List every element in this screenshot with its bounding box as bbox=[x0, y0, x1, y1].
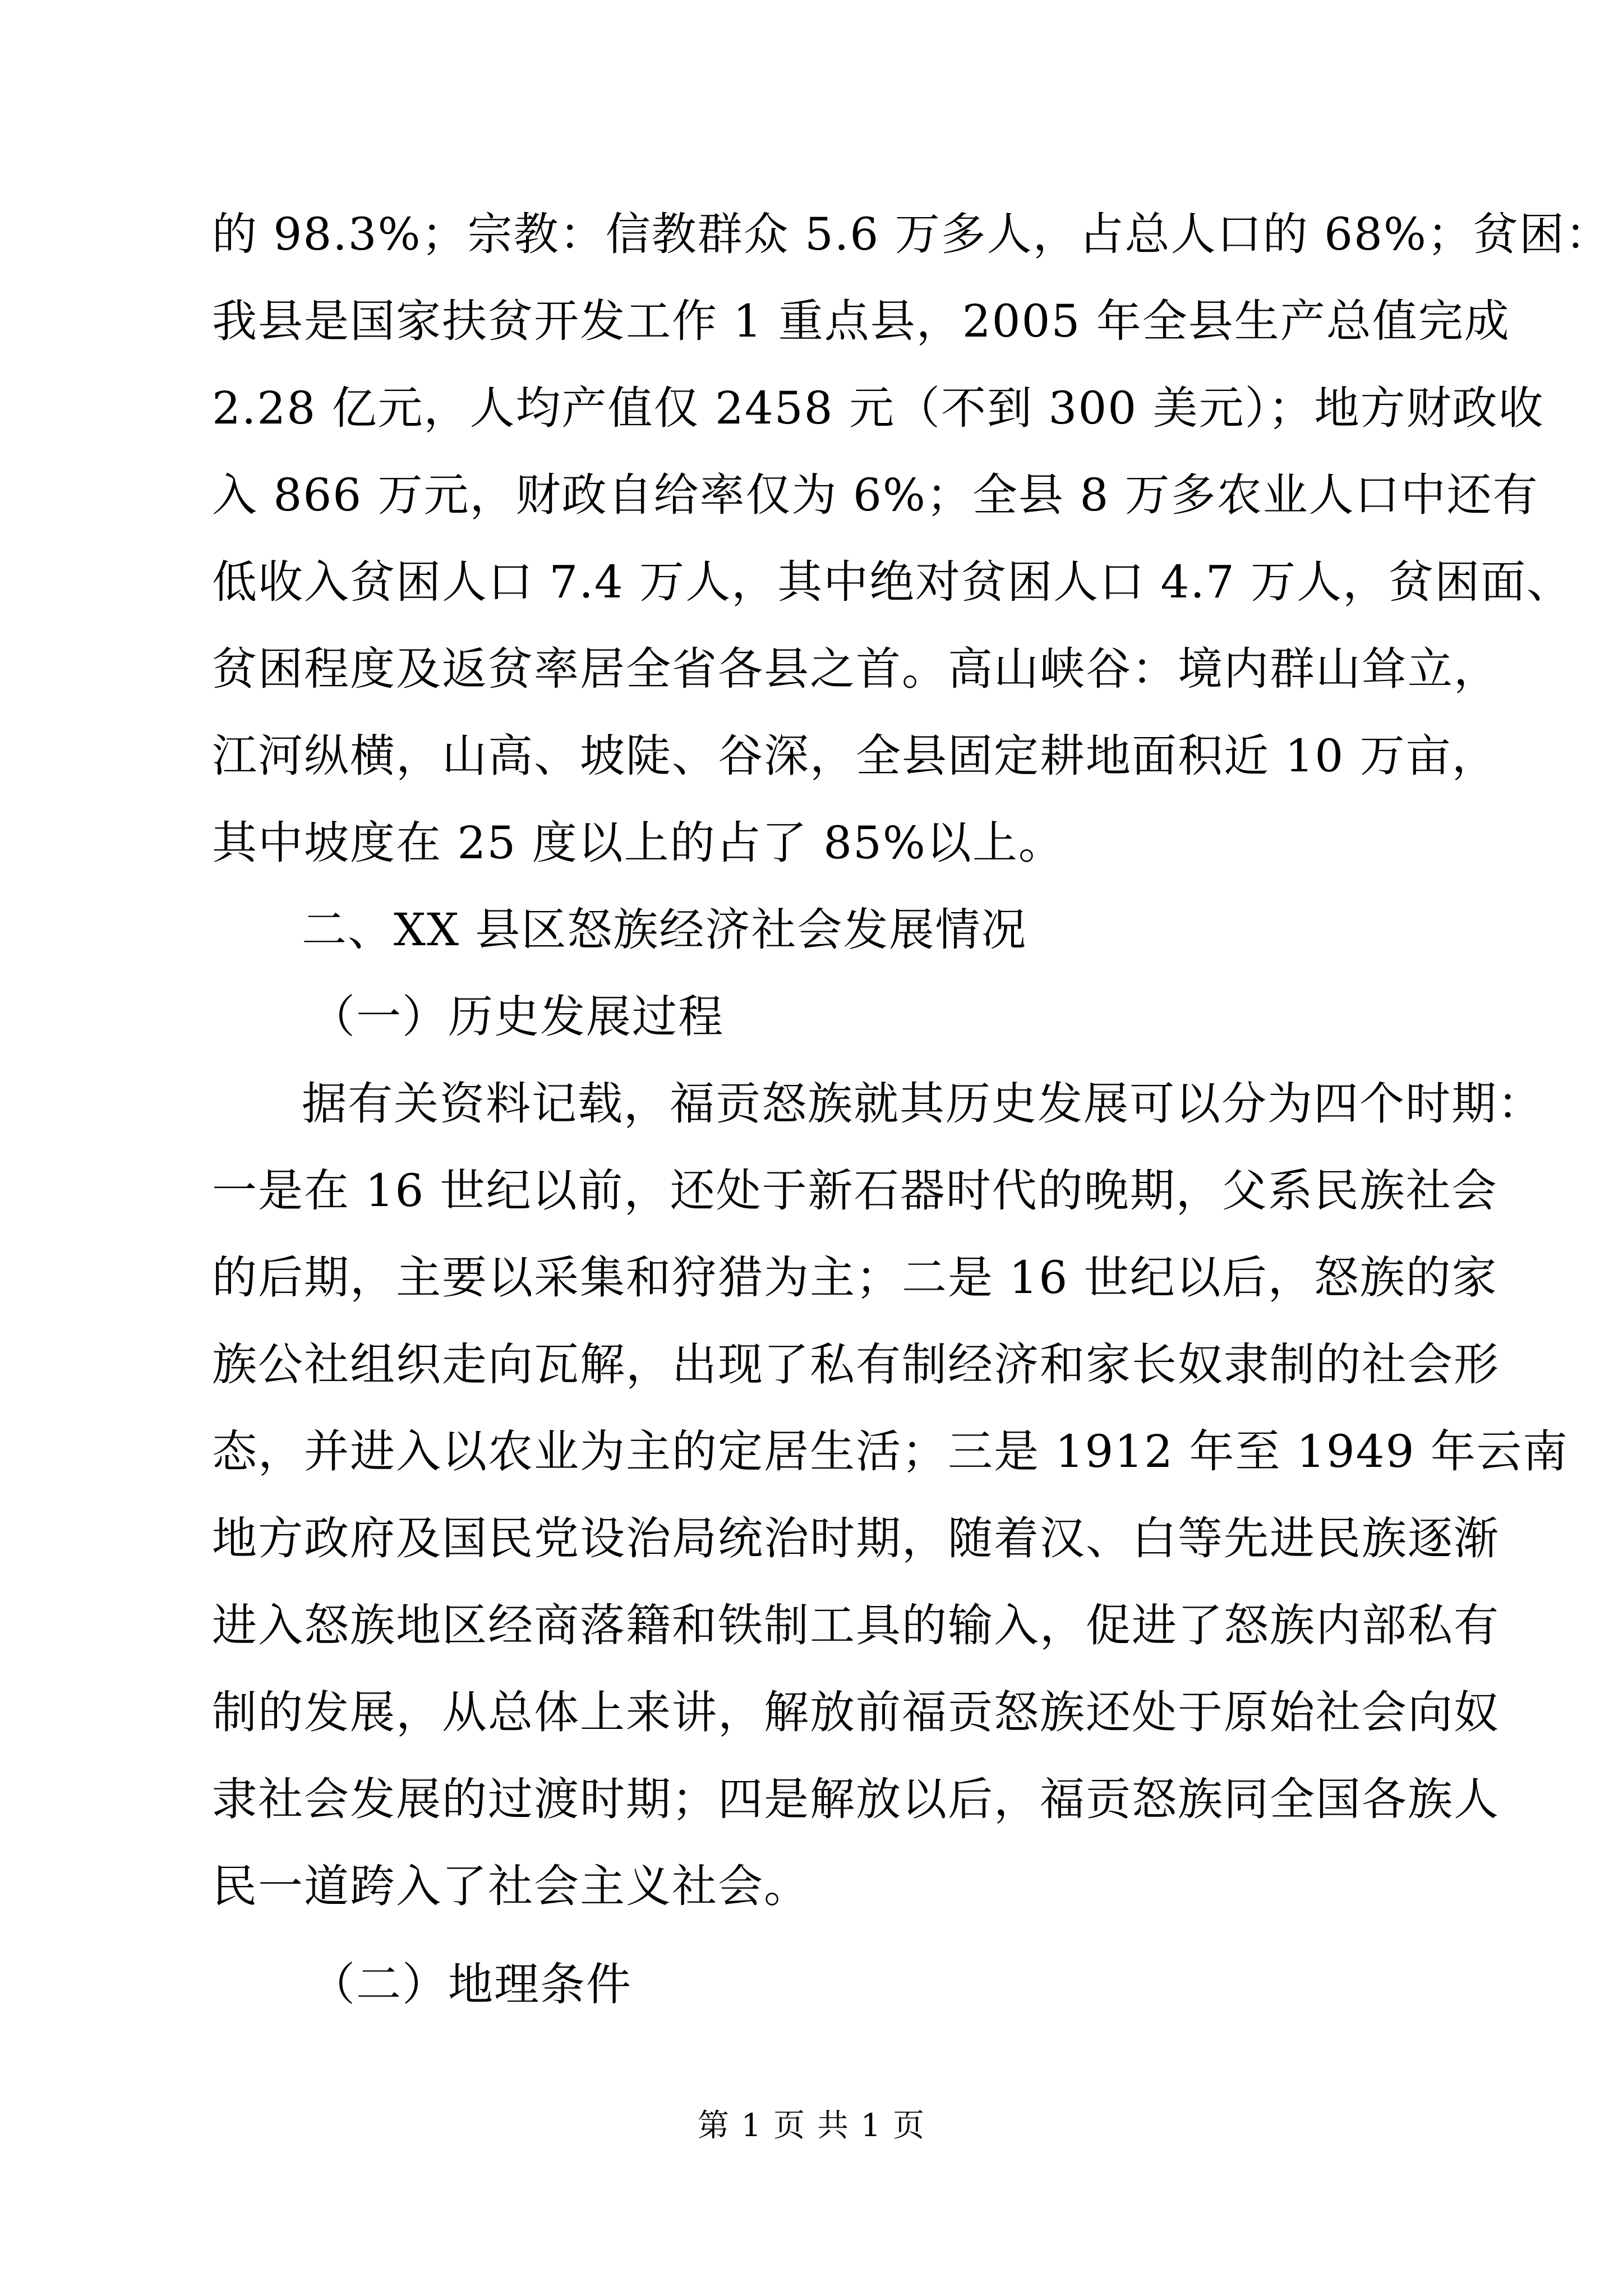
paragraph-line: 的 98.3%；宗教：信教群众 5.6 万多人，占总人口的 68%；贫困： bbox=[212, 208, 1611, 260]
paragraph-line: 低收入贫困人口 7.4 万人，其中绝对贫困人口 4.7 万人，贫困面、 bbox=[212, 556, 1573, 608]
paragraph-line: 的后期，主要以采集和狩猎为主；二是 16 世纪以后，怒族的家 bbox=[212, 1251, 1498, 1304]
paragraph-line: 其中坡度在 25 度以上的占了 85%以上。 bbox=[212, 817, 1064, 869]
paragraph-line: 地方政府及国民党设治局统治时期，随着汉、白等先进民族逐渐 bbox=[212, 1512, 1500, 1565]
paragraph-line: 一是在 16 世纪以前，还处于新石器时代的晚期，父系民族社会 bbox=[212, 1165, 1498, 1217]
paragraph-line: 2.28 亿元，人均产值仅 2458 元（不到 300 美元）；地方财政收 bbox=[212, 382, 1544, 434]
paragraph-line: 进入怒族地区经商落籍和铁制工具的输入，促进了怒族内部私有 bbox=[212, 1599, 1500, 1651]
paragraph-line: 据有关资料记载，福贡怒族就其历史发展可以分为四个时期： bbox=[302, 1078, 1543, 1130]
subsection-heading: （一）历史发展过程 bbox=[310, 991, 724, 1043]
paragraph-line: 隶社会发展的过渡时期；四是解放以后，福贡怒族同全国各族人 bbox=[212, 1773, 1500, 1825]
subsection-heading: （二）地理条件 bbox=[310, 1958, 632, 2010]
paragraph-line: 入 866 万元，财政自给率仅为 6%；全县 8 万多农业人口中还有 bbox=[212, 469, 1539, 521]
paragraph-line: 态，并进入以农业为主的定居生活；三是 1912 年至 1949 年云南 bbox=[212, 1425, 1569, 1478]
paragraph-line: 我县是国家扶贫开发工作 1 重点县，2005 年全县生产总值完成 bbox=[212, 295, 1510, 347]
paragraph-line: 江河纵横，山高、坡陡、谷深，全县固定耕地面积近 10 万亩， bbox=[212, 730, 1498, 782]
paragraph-line: 族公社组织走向瓦解，出现了私有制经济和家长奴隶制的社会形 bbox=[212, 1338, 1500, 1391]
paragraph-line: 民一道跨入了社会主义社会。 bbox=[212, 1860, 810, 1912]
paragraph-line: 制的发展，从总体上来讲，解放前福贡怒族还处于原始社会向奴 bbox=[212, 1686, 1500, 1738]
document-body bbox=[212, 191, 1611, 2028]
section-heading: 二、XX 县区怒族经济社会发展情况 bbox=[302, 904, 1027, 956]
page-footer: 第 1 页 共 1 页 bbox=[697, 2108, 926, 2144]
paragraph-line: 贫困程度及返贫率居全省各县之首。高山峡谷：境内群山耸立， bbox=[212, 643, 1500, 695]
